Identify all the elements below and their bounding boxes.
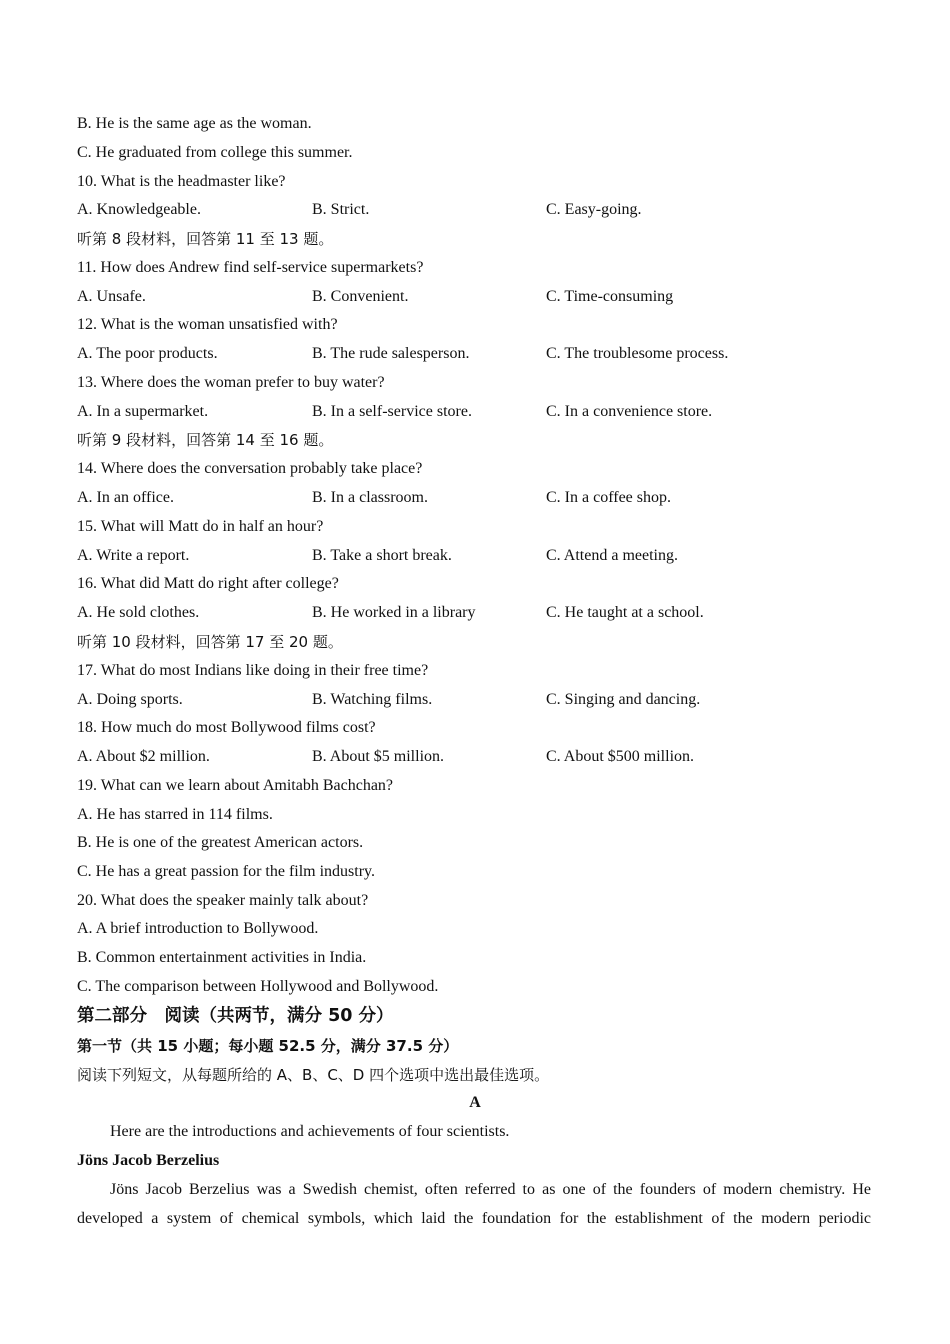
q17-options [77,689,877,711]
q10-option-b: B. Strict. [312,201,370,218]
question-13: 13. Where does the woman prefer to buy water? [77,374,385,391]
q18-option-b: B. About $5 million. [312,748,445,765]
q10-option-c: C. Easy-going. [546,201,642,218]
section-1-heading: 第一节（共 15 小题；每小题 52.5 分，满分 37.5 分） [77,1037,459,1055]
q11-option-c: C. Time-consuming [546,288,674,305]
q10-options [77,199,877,221]
q15-option-a: A. Write a report. [77,547,190,564]
q9-option-b: B. He is the same age as the woman. [77,115,312,132]
q18-option-c: C. About $500 million. [546,748,695,765]
question-18: 18. How much do most Bollywood films cost? [77,719,376,736]
q13-option-a: A. In a supermarket. [77,403,209,420]
q10-option-a: A. Knowledgeable. [77,201,201,218]
q17-option-b: B. Watching films. [312,691,433,708]
q14-options [77,487,877,509]
q17-option-c: C. Singing and dancing. [546,691,701,708]
q14-option-b: B. In a classroom. [312,489,428,506]
q19-option-b: B. He is one of the greatest American actors. [77,834,364,851]
reading-instruction: 阅读下列短文，从每题所给的 A、B、C、D 四个选项中选出最佳选项。 [77,1066,550,1084]
q11-options [77,286,877,308]
q16-options [77,602,877,624]
q16-option-c: C. He taught at a school. [546,604,704,621]
question-12: 12. What is the woman unsatisfied with? [77,316,338,333]
q13-options [77,401,877,423]
q16-option-a: A. He sold clothes. [77,604,200,621]
q19-option-a: A. He has starred in 114 films. [77,806,273,823]
section-9-instruction: 听第 9 段材料，回答第 14 至 16 题。 [77,431,334,449]
q19-option-c: C. He has a great passion for the film industry. [77,863,376,880]
question-17: 17. What do most Indians like doing in their free time? [77,662,429,679]
question-19: 19. What can we learn about Amitabh Bachchan? [77,777,394,794]
q12-option-a: A. The poor products. [77,345,218,362]
question-20: 20. What does the speaker mainly talk about? [77,892,369,909]
q14-option-a: A. In an office. [77,489,174,506]
q11-option-b: B. Convenient. [312,288,409,305]
q12-option-c: C. The troublesome process. [546,345,729,362]
section-10-instruction: 听第 10 段材料，回答第 17 至 20 题。 [77,633,343,651]
q15-options [77,545,877,567]
q20-option-a: A. A brief introduction to Bollywood. [77,920,319,937]
scientist-name-heading: Jöns Jacob Berzelius [77,1152,220,1169]
section-8-instruction: 听第 8 段材料，回答第 11 至 13 题。 [77,230,334,248]
question-16: 16. What did Matt do right after college? [77,575,339,592]
question-15: 15. What will Matt do in half an hour? [77,518,324,535]
passage-intro: Here are the introductions and achievements of four scientists. [110,1123,510,1140]
q18-option-a: A. About $2 million. [77,748,210,765]
q14-option-c: C. In a coffee shop. [546,489,671,506]
q16-option-b: B. He worked in a library [312,604,476,621]
q20-option-b: B. Common entertainment activities in India. [77,949,367,966]
question-14: 14. Where does the conversation probably take place? [77,460,423,477]
part-2-heading: 第二部分 阅读（共两节，满分 50 分） [77,1006,394,1026]
q20-option-c: C. The comparison between Hollywood and Bollywood. [77,978,439,995]
paragraph-line-1: Jöns Jacob Berzelius was a Swedish chemist, often referred to as one of the founders of modern chemistry. He [110,1181,871,1198]
question-10: 10. What is the headmaster like? [77,173,286,190]
q11-option-a: A. Unsafe. [77,288,146,305]
q13-option-b: B. In a self-service store. [312,403,472,420]
question-11: 11. How does Andrew find self-service supermarkets? [77,259,424,276]
paragraph-line-2: developed a system of chemical symbols, which laid the foundation for the establishment of the modern periodic [77,1210,871,1227]
q17-option-a: A. Doing sports. [77,691,183,708]
q15-option-b: B. Take a short break. [312,547,452,564]
q12-option-b: B. The rude salesperson. [312,345,470,362]
q13-option-c: C. In a convenience store. [546,403,713,420]
q9-option-c: C. He graduated from college this summer. [77,144,353,161]
passage-label: A [469,1094,481,1111]
q18-options [77,746,877,768]
q15-option-c: C. Attend a meeting. [546,547,678,564]
q12-options [77,343,877,365]
